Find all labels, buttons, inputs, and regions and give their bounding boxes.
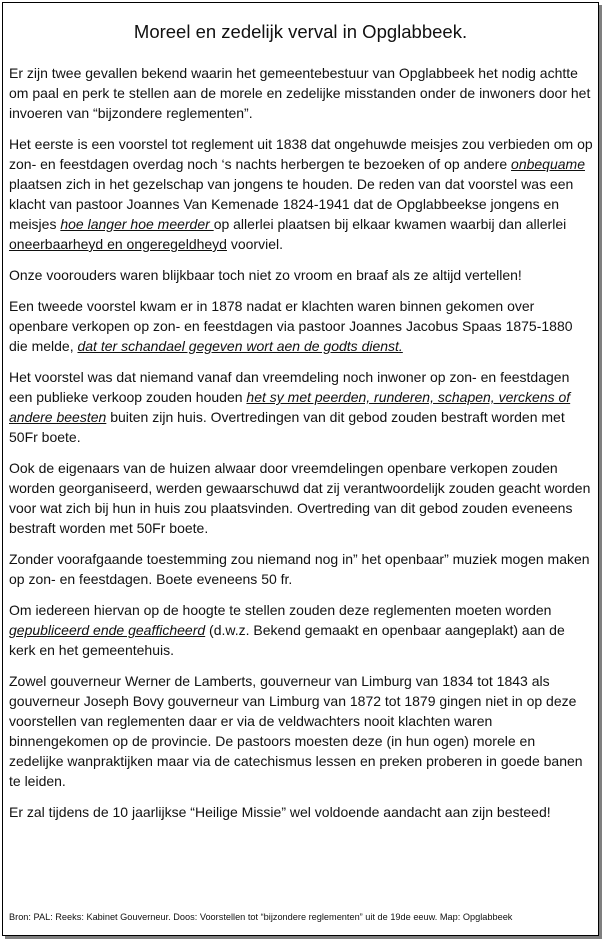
paragraph-2-text-c: plaatsen zich in het gezelschap van jongens te houden. De reden van dat voorstel was een klacht van pastoor Joannes Van Kemenade 1824-1941 dat de Opglabbeekse jongens en meisjes [9, 176, 574, 232]
paragraph-2-text-g: voorviel. [226, 236, 283, 252]
document-page [2, 2, 599, 936]
document-title: Moreel en zedelijk verval in Opglabbeek. [133, 21, 468, 42]
quote-gepubliceerd: gepubliceerd ende geafficheerd [9, 622, 206, 638]
paragraph-9: Zowel gouverneur Werner de Lamberts, gouverneur van Limburg van 1834 tot 1843 als gouverneur Joseph Bovy gouverneur van Limburg van 1872 tot 1879 gingen niet in op deze voorstellen van reglementen daar er via de veldwachters nooit klachten waren binnengekomen op de provincie. De pastoors moesten deze (in hun ogen) morele en zedelijke wanpraktijken maar via de catechismus lessen en preken proberen in goede banen te leiden. [9, 673, 583, 789]
quote-hoe-langer: hoe langer hoe meerder [60, 216, 214, 232]
quote-schandael: dat ter schandael gegeven wort aen de godts dienst. [77, 338, 403, 354]
paragraph-3: Onze voorouders waren blijkbaar toch niet zo vroom en braaf als ze altijd vertellen! [9, 267, 522, 283]
quote-onbequame: onbequame [511, 156, 585, 172]
paragraph-8-text-a: Om iedereen hiervan op de hoogte te stellen zouden deze reglementen moeten worden [9, 602, 552, 618]
paragraph-2-text-a: Het eerste is een voorstel tot reglement uit 1838 dat ongehuwde meisjes zou verbieden om op zon- en feestdagen overdag noch ‘s nachts herbergen te bezoeken of op andere [9, 136, 593, 172]
paragraph-5-text-a: Het voorstel was dat niemand vanaf dan vreemdeling noch inwoner op zon- en feestdagen een publieke verkoop zouden houden [9, 369, 570, 405]
paragraph-2 [9, 134, 593, 254]
document-body [9, 63, 593, 833]
paragraph-8 [9, 600, 593, 660]
quote-oneerbaarheyd: oneerbaarheyd en ongeregeldheyd [9, 236, 227, 252]
paragraph-8-text-c: (d.w.z. Bekend gemaakt en openbaar aangeplakt) aan de kerk en het gemeentehuis. [9, 622, 565, 658]
paragraph-1: Er zijn twee gevallen bekend waarin het gemeentebestuur van Opglabbeek het nodig achtte om paal en perk te stellen aan de morele en zedelijke misstanden onder de inwoners door het invoeren van “bijzondere reglementen”. [9, 65, 591, 121]
source-note: Bron: PAL: Reeks: Kabinet Gouverneur. Doos: Voorstellen tot “bijzondere reglementen” uit de 19de eeuw. Map: Opglabbeek [9, 912, 513, 922]
paragraph-2-text-e: op allerlei plaatsen bij elkaar kwamen waarbij dan allerlei [213, 216, 567, 232]
paragraph-4-text-a: Een tweede voorstel kwam er in 1878 nadat er klachten waren binnen gekomen over openbare verkopen op zon- en feestdagen via pastoor Joannes Jacobus Spaas 1875-1880 die melde, [9, 298, 573, 354]
paragraph-5-text-c: buiten zijn huis. Overtredingen van dit gebod zouden bestraft worden met 50Fr boete. [9, 409, 565, 445]
quote-peerden: het sy met peerden, runderen, schapen, verckens of andere beesten [9, 389, 571, 425]
paragraph-7: Zonder voorafgaande toestemming zou niemand nog in” het openbaar” muziek mogen maken op zon- en feestdagen. Boete eveneens 50 fr. [9, 551, 590, 587]
paragraph-5 [9, 367, 593, 447]
paragraph-6: Ook de eigenaars van de huizen alwaar door vreemdelingen openbare verkopen zouden worden georganiseerd, werden gewaarschuwd dat zij verantwoordelijk zouden geacht worden voor wat zich bij hun in huis zou plaatsvinden. Overtreding van dit gebod zouden eveneens bestraft worden met 50Fr boete. [9, 460, 591, 536]
paragraph-10: Er zal tijdens de 10 jaarlijkse “Heilige Missie” wel voldoende aandacht aan zijn besteed! [9, 804, 551, 820]
paragraph-4 [9, 296, 593, 356]
